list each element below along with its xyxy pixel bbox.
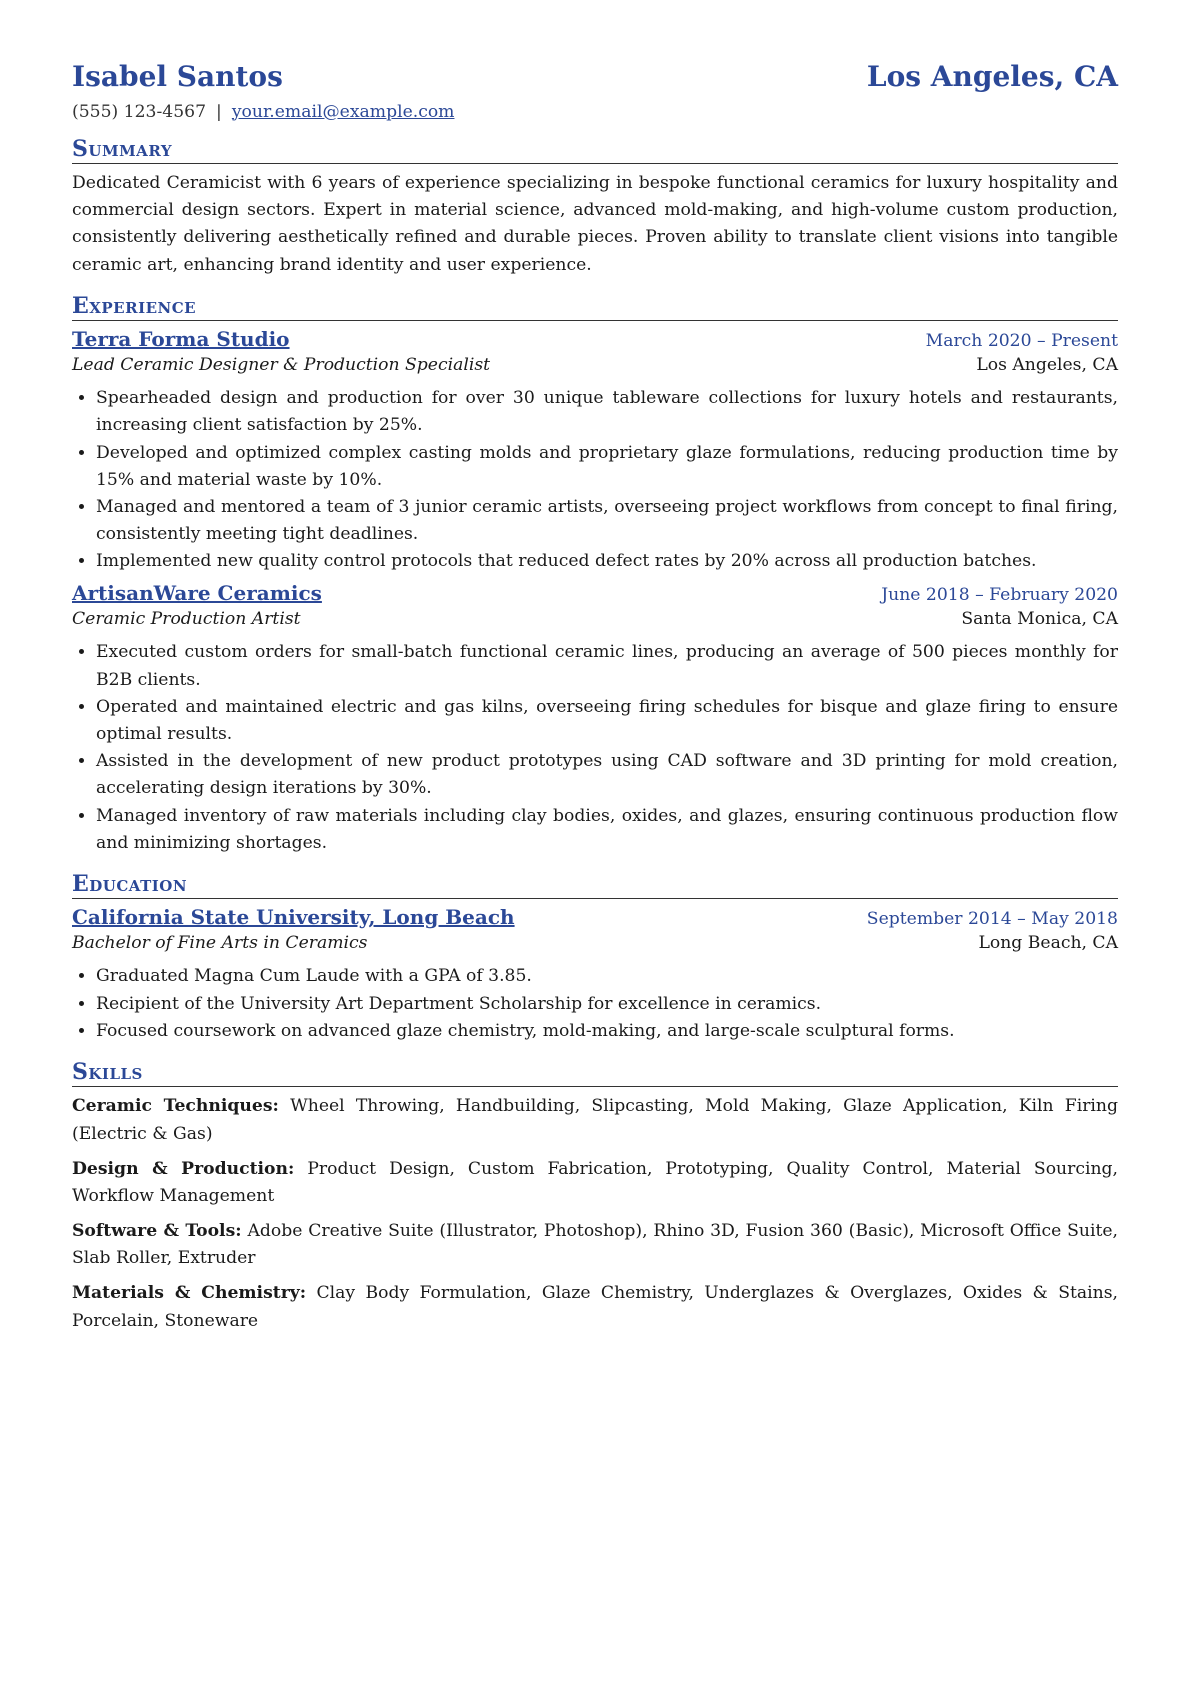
candidate-location: Los Angeles, CA bbox=[866, 60, 1118, 93]
bullet-item: • Assisted in the development of new product prototypes using CAD software and 3D printing for mold creation, accelerating design iterations by 30%. bbox=[96, 748, 1118, 802]
skill-list: Adobe Creative Suite (Illustrator, Photoshop), Rhino 3D, Fusion 360 (Basic), Microsoft Office Suite, Slab Roller, Extruder bbox=[72, 1221, 1119, 1269]
school-link[interactable]: California State University, Long Beach bbox=[72, 905, 515, 930]
experience-entry bbox=[72, 327, 1118, 575]
bullet-item: • Recipient of the University Art Department Scholarship for excellence in ceramics. bbox=[96, 991, 1118, 1018]
job-bullets bbox=[72, 639, 1118, 856]
summary-text: Dedicated Ceramicist with 6 years of experience specializing in bespoke functional ceramics for luxury hospitality and commercial design sectors. Expert in material science, advanced mold-making, and high-volume custom production, consistently delivering aesthetically refined and durable pieces. Proven ability to translate client visions into tangible ceramic art, enhancing brand identity and user experience. bbox=[72, 173, 1118, 275]
resume-header bbox=[72, 60, 1118, 94]
school-location: Long Beach, CA bbox=[978, 933, 1118, 954]
bullet-item: • Developed and optimized complex casting molds and proprietary glaze formulations, reducing production time by 15% and material waste by 10%. bbox=[96, 440, 1118, 494]
bullet-item: • Implemented new quality control protocols that reduced defect rates by 20% across all production batches. bbox=[96, 548, 1118, 575]
company-link[interactable]: ArtisanWare Ceramics bbox=[72, 581, 322, 606]
degree-title: Bachelor of Fine Arts in Ceramics bbox=[72, 933, 368, 954]
job-title: Lead Ceramic Designer & Production Specialist bbox=[72, 355, 491, 376]
job-location: Los Angeles, CA bbox=[976, 355, 1118, 376]
education-bullets bbox=[72, 963, 1118, 1045]
phone-number: (555) 123-4567 bbox=[72, 101, 207, 122]
email-link[interactable]: your.email@example.com bbox=[231, 101, 455, 122]
skill-label: Software & Tools: bbox=[72, 1221, 242, 1242]
job-title: Ceramic Production Artist bbox=[72, 609, 301, 630]
section-title-skills: Skills bbox=[72, 1059, 1118, 1088]
company-link[interactable]: Terra Forma Studio bbox=[72, 327, 290, 352]
skill-label: Materials & Chemistry: bbox=[72, 1283, 307, 1304]
skill-label: Ceramic Techniques: bbox=[72, 1096, 279, 1117]
skill-label: Design & Production: bbox=[72, 1158, 295, 1179]
skill-group bbox=[72, 1280, 1118, 1334]
bullet-item: • Executed custom orders for small-batch functional ceramic lines, producing an average of 500 pieces monthly for B2B clients. bbox=[96, 639, 1118, 693]
bullet-item: • Spearheaded design and production for over 30 unique tableware collections for luxury hotels and restaurants, increasing client satisfaction by 25%. bbox=[96, 385, 1118, 439]
section-title-experience: Experience bbox=[72, 293, 1118, 322]
candidate-name: Isabel Santos bbox=[72, 60, 283, 93]
skill-group bbox=[72, 1156, 1118, 1210]
education-entry bbox=[72, 905, 1118, 1045]
bullet-item: • Graduated Magna Cum Laude with a GPA of 3.85. bbox=[96, 963, 1118, 990]
contact-separator: | bbox=[216, 101, 222, 122]
job-bullets bbox=[72, 385, 1118, 575]
education-dates: September 2014 – May 2018 bbox=[866, 909, 1118, 930]
job-dates: June 2018 – February 2020 bbox=[881, 585, 1118, 606]
skill-list: Wheel Throwing, Handbuilding, Slipcasting, Mold Making, Glaze Application, Kiln Firing (Electric & Gas) bbox=[72, 1096, 1118, 1144]
section-title-education: Education bbox=[72, 871, 1118, 900]
bullet-item: • Focused coursework on advanced glaze chemistry, mold-making, and large-scale sculptural forms. bbox=[96, 1018, 1118, 1045]
bullet-item: • Managed inventory of raw materials including clay bodies, oxides, and glazes, ensuring continuous production flow and minimizing shortages. bbox=[96, 803, 1118, 857]
skill-group bbox=[72, 1093, 1118, 1147]
bullet-item: • Operated and maintained electric and gas kilns, overseeing firing schedules for bisque and glaze firing to ensure optimal results. bbox=[96, 694, 1118, 748]
job-dates: March 2020 – Present bbox=[925, 331, 1118, 352]
skill-list: Product Design, Custom Fabrication, Prototyping, Quality Control, Material Sourcing, Workflow Management bbox=[72, 1158, 1118, 1206]
skill-group bbox=[72, 1218, 1118, 1272]
skill-list: Clay Body Formulation, Glaze Chemistry, Underglazes & Overglazes, Oxides & Stains, Porcelain, Stoneware bbox=[72, 1283, 1119, 1331]
job-location: Santa Monica, CA bbox=[961, 609, 1118, 630]
contact-line bbox=[72, 102, 1118, 122]
experience-entry bbox=[72, 581, 1118, 856]
section-title-summary: Summary bbox=[72, 136, 1118, 165]
bullet-item: • Managed and mentored a team of 3 junior ceramic artists, overseeing project workflows from concept to final firing, consistently meeting tight deadlines. bbox=[96, 494, 1118, 548]
